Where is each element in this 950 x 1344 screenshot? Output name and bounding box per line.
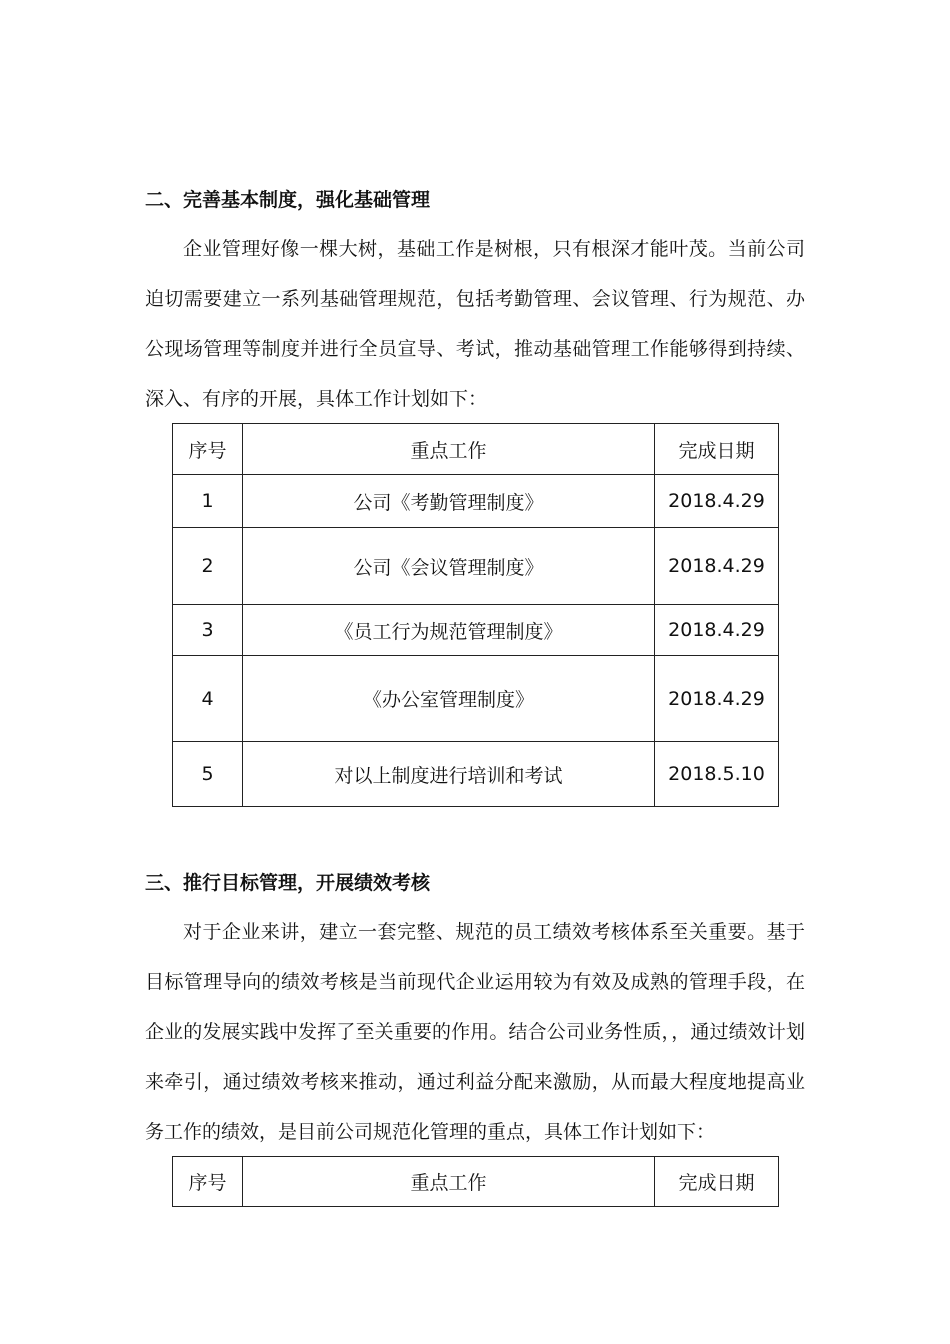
section-2-plan-table <box>172 423 779 807</box>
row-index: 1 <box>173 475 243 528</box>
header-task: 重点工作 <box>243 1157 655 1207</box>
row-index: 5 <box>173 742 243 807</box>
row-index: 4 <box>173 656 243 742</box>
row-task: 公司《考勤管理制度》 <box>243 475 655 528</box>
header-index: 序号 <box>173 424 243 475</box>
header-date: 完成日期 <box>655 1157 779 1207</box>
header-task: 重点工作 <box>243 424 655 475</box>
row-date: 2018.4.29 <box>655 475 779 528</box>
row-index: 2 <box>173 528 243 605</box>
section-3-heading: 三、推行目标管理，开展绩效考核 <box>145 872 431 894</box>
row-date: 2018.4.29 <box>655 656 779 742</box>
header-index: 序号 <box>173 1157 243 1207</box>
row-date: 2018.4.29 <box>655 605 779 656</box>
row-task: 公司《会议管理制度》 <box>243 528 655 605</box>
section-3-plan-table <box>172 1156 779 1207</box>
table-row <box>173 656 779 742</box>
section-2-heading: 二、完善基本制度，强化基础管理 <box>145 189 431 211</box>
row-task: 《办公室管理制度》 <box>243 656 655 742</box>
section-2-paragraph: 企业管理好像一棵大树，基础工作是树根，只有根深才能叶茂。当前公司迫切需要建立一系列基础管理规范，包括考勤管理、会议管理、行为规范、办公现场管理等制度并进行全员宣导、考试，推动基础管理工作能够得到持续、深入、有序的开展，具体工作计划如下： <box>145 238 805 410</box>
row-task: 《员工行为规范管理制度》 <box>243 605 655 656</box>
table-row <box>173 605 779 656</box>
row-date: 2018.4.29 <box>655 528 779 605</box>
table-row <box>173 475 779 528</box>
header-date: 完成日期 <box>655 424 779 475</box>
row-task: 对以上制度进行培训和考试 <box>243 742 655 807</box>
table-row <box>173 528 779 605</box>
table-row <box>173 742 779 807</box>
table-header-row <box>173 1157 779 1207</box>
table-header-row <box>173 424 779 475</box>
section-3-paragraph: 对于企业来讲，建立一套完整、规范的员工绩效考核体系至关重要。基于目标管理导向的绩效考核是当前现代企业运用较为有效及成熟的管理手段，在企业的发展实践中发挥了至关重要的作用。结合公司业务性质，，通过绩效计划来牵引，通过绩效考核来推动，通过利益分配来激励，从而最大程度地提高业务工作的绩效，是目前公司规范化管理的重点，具体工作计划如下： <box>145 921 805 1143</box>
row-index: 3 <box>173 605 243 656</box>
row-date: 2018.5.10 <box>655 742 779 807</box>
